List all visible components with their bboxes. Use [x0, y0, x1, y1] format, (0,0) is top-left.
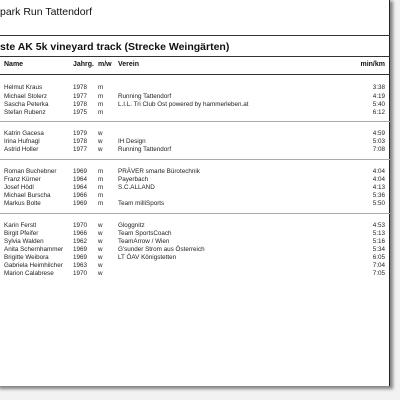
runner-name: Marion Calabrese — [4, 270, 54, 277]
pace: 6:05 — [372, 254, 385, 261]
club-name: Team milliSports — [118, 200, 165, 207]
group-divider — [0, 121, 390, 122]
table-row — [0, 270, 390, 278]
gender: w — [98, 254, 103, 261]
table-row — [0, 254, 390, 262]
pace: 5:16 — [372, 238, 385, 245]
club-name: Running Tattendorf — [118, 93, 172, 100]
club-name: L.I.L. Tri Club Ost powered by hammerleben.at — [118, 101, 249, 108]
table-row — [0, 222, 390, 230]
header-divider — [0, 74, 390, 75]
pace: 7:04 — [372, 262, 385, 269]
birth-year: 1966 — [73, 230, 88, 237]
table-row — [0, 168, 390, 176]
pace: 5:34 — [372, 246, 385, 253]
birth-year: 1963 — [73, 262, 88, 269]
gender: w — [98, 130, 103, 137]
runner-name: Gabriela Heimhilcher — [4, 262, 63, 269]
club-name: S.C.ALLAND — [118, 184, 155, 191]
gender: w — [98, 262, 103, 269]
birth-year: 1979 — [73, 130, 88, 137]
runner-name: Birgit Pfeifer — [4, 230, 39, 237]
table-row — [0, 200, 390, 208]
runner-name: Helmut Kraus — [4, 84, 43, 91]
club-name: Team SportsCoach — [118, 230, 172, 237]
pace: 5:40 — [372, 101, 385, 108]
runner-name: Stefan Rubenz — [4, 109, 46, 116]
header-time: min/km — [360, 61, 385, 68]
table-row — [0, 109, 390, 117]
club-name: G'sunder Strom aus Österreich — [118, 246, 205, 253]
table-row — [0, 262, 390, 270]
club-name: Running Tattendorf — [118, 146, 172, 153]
birth-year: 1969 — [73, 168, 88, 175]
pace: 4:13 — [372, 184, 385, 191]
gender: m — [98, 192, 104, 199]
pace: 4:53 — [372, 222, 385, 229]
gender: m — [98, 84, 104, 91]
header-gender: m/w — [98, 61, 112, 68]
table-row — [0, 238, 390, 246]
birth-year: 1969 — [73, 254, 88, 261]
pace: 5:50 — [372, 200, 385, 207]
birth-year: 1966 — [73, 192, 88, 199]
table-row — [0, 176, 390, 184]
table-row — [0, 230, 390, 238]
runner-name: Roman Buchebner — [4, 168, 57, 175]
gender: w — [98, 246, 103, 253]
table-row — [0, 84, 390, 92]
gender: m — [98, 109, 104, 116]
gender: m — [98, 184, 104, 191]
birth-year: 1977 — [73, 146, 88, 153]
birth-year: 1978 — [73, 84, 88, 91]
group-divider — [0, 159, 390, 160]
gender: m — [98, 101, 104, 108]
gender: m — [98, 200, 104, 207]
club-name: Payerbach — [118, 176, 149, 183]
gender: w — [98, 230, 103, 237]
table-row — [0, 146, 390, 154]
table-row — [0, 93, 390, 101]
document-title: park Run Tattendorf — [0, 6, 93, 18]
runner-name: Franz Kürner — [4, 176, 41, 183]
pace: 7:08 — [372, 146, 385, 153]
table-row — [0, 101, 390, 109]
group-divider — [0, 213, 390, 214]
pace: 4:04 — [372, 168, 385, 175]
table-row — [0, 138, 390, 146]
runner-name: Markus Bolte — [4, 200, 41, 207]
gender: m — [98, 168, 104, 175]
runner-name: Michael Burscha — [4, 192, 51, 199]
pace: 4:19 — [372, 93, 385, 100]
header-club: Verein — [118, 61, 140, 68]
title-divider — [0, 35, 390, 36]
document-subtitle: ste AK 5k vineyard track (Strecke Weingärten) — [0, 41, 230, 53]
birth-year: 1970 — [73, 222, 88, 229]
pace: 5:36 — [372, 192, 385, 199]
birth-year: 1969 — [73, 246, 88, 253]
birth-year: 1970 — [73, 270, 88, 277]
pace: 5:13 — [372, 230, 385, 237]
birth-year: 1977 — [73, 93, 88, 100]
pace: 7:05 — [372, 270, 385, 277]
birth-year: 1978 — [73, 101, 88, 108]
club-name: TeamArrow / Wien — [118, 238, 170, 245]
club-name: Gloggnitz — [118, 222, 145, 229]
runner-name: Josef Hödl — [4, 184, 34, 191]
runner-name: Anita Schernhammer — [4, 246, 64, 253]
gender: w — [98, 138, 103, 145]
runner-name: Katrin Gacesa — [4, 130, 44, 137]
gender: w — [98, 238, 103, 245]
pace: 3:38 — [372, 84, 385, 91]
pace: 4:59 — [372, 130, 385, 137]
runner-name: Brigitte Weibora — [4, 254, 49, 261]
birth-year: 1969 — [73, 200, 88, 207]
pace: 5:03 — [372, 138, 385, 145]
table-row — [0, 192, 390, 200]
birth-year: 1962 — [73, 238, 88, 245]
subtitle-divider — [0, 56, 390, 57]
runner-name: Michael Stolerz — [4, 93, 48, 100]
birth-year: 1978 — [73, 138, 88, 145]
header-name: Name — [4, 61, 24, 68]
gender: m — [98, 93, 104, 100]
birth-year: 1964 — [73, 176, 88, 183]
pace: 4:04 — [372, 176, 385, 183]
table-row — [0, 130, 390, 138]
runner-name: Sascha Peterka — [4, 101, 49, 108]
gender: m — [98, 176, 104, 183]
table-row — [0, 184, 390, 192]
club-name: IH Design — [118, 138, 146, 145]
gender: w — [98, 146, 103, 153]
runner-name: Karin Ferstl — [4, 222, 37, 229]
table-row — [0, 246, 390, 254]
club-name: PRÄVER smarte Bürotechnik — [118, 168, 200, 175]
runner-name: Astrid Holler — [4, 146, 39, 153]
club-name: LT ÖAV Königstetten — [118, 254, 177, 261]
gender: w — [98, 222, 103, 229]
header-year: Jahrg. — [73, 61, 95, 68]
runner-name: Irina Hufnagl — [4, 138, 40, 145]
birth-year: 1964 — [73, 184, 88, 191]
birth-year: 1975 — [73, 109, 88, 116]
gender: w — [98, 270, 103, 277]
runner-name: Sylvia Walden — [4, 238, 44, 245]
pace: 6:12 — [372, 109, 385, 116]
table-header — [0, 61, 390, 72]
